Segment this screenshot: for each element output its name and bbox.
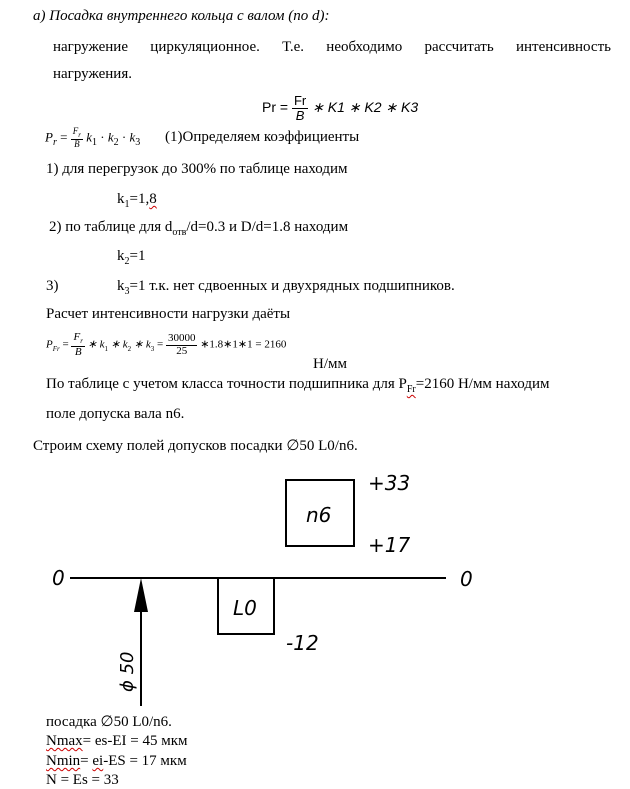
nmax-line: Nmax= es-EI = 45 мкм bbox=[46, 733, 188, 749]
zero-left-label: 0 bbox=[52, 566, 65, 590]
formula-main: Pr = $\frac{Fr}{B}$ ∗ K1 ∗ K2 ∗ K3 bbox=[262, 93, 419, 123]
list-item-number: 3) bbox=[46, 278, 59, 294]
k2-value: $k_2=1$ bbox=[117, 248, 146, 267]
diameter-label: ϕ 50 bbox=[117, 651, 138, 692]
k1-value: $k_1=1,8$ bbox=[117, 191, 157, 210]
paragraph-line: нагружения. bbox=[53, 66, 132, 82]
formula-numerator: Fr bbox=[293, 93, 307, 108]
upper-deviation-label: +33 bbox=[368, 471, 411, 495]
step-label: (1)Определяем коэффициенты bbox=[165, 129, 360, 145]
scheme-title: Строим схему полей допусков посадки ∅50 L0/n6. bbox=[33, 438, 358, 454]
cut-line: N = Es = 33 bbox=[46, 772, 119, 788]
tolerance-diagram bbox=[0, 460, 630, 708]
zero-right-label: 0 bbox=[460, 567, 473, 591]
calc-unit: Н/мм bbox=[313, 356, 347, 372]
formula-small: $P_r$ = $\frac{F_r}{B}$ $k_1 \cdot k_2 \cdot k_3$ bbox=[45, 126, 141, 150]
nmin-line: Nmin= ei-ES = 17 мкм bbox=[46, 753, 187, 769]
arrow-head bbox=[134, 578, 148, 612]
paragraph-line: нагружение циркуляционное. Т.е. необходимо рассчитать интенсивность bbox=[53, 39, 611, 55]
formula-denominator: B bbox=[295, 107, 305, 123]
section-heading: а) Посадка внутреннего кольца с валом (по d): bbox=[33, 8, 330, 24]
fit-line: посадка ∅50 L0/n6. bbox=[46, 714, 172, 730]
calc-formula: $P_{Fr}$ = $\frac{F_r}{B}$ ∗ $k_1$ ∗ $k_2$ ∗ $k_3$ = $\frac{30000}{25}$ ∗1.8∗1∗1 = 2160 bbox=[46, 331, 287, 358]
list-item: 2) по таблице для $d_{отв}/d=0.3$ и D/d=1.8 находим bbox=[49, 219, 349, 238]
table-line: поле допуска вала n6. bbox=[46, 406, 185, 422]
minus-deviation-label: -12 bbox=[286, 631, 319, 655]
l0-label: L0 bbox=[233, 596, 257, 620]
lower-n6-deviation-label: +17 bbox=[368, 533, 411, 557]
n6-label: n6 bbox=[306, 503, 332, 527]
calc-title: Расчет интенсивности нагрузки даёты bbox=[46, 306, 291, 322]
k3-value: $k_3=1$ т.к. нет сдвоенных и двухрядных подшипников. bbox=[117, 278, 455, 297]
table-line: По таблице с учетом класса точности подшипника для $P_{Fr}=2160$ Н/мм находим bbox=[46, 376, 550, 395]
list-item: 1) для перегрузок до 300% по таблице находим bbox=[46, 161, 348, 177]
